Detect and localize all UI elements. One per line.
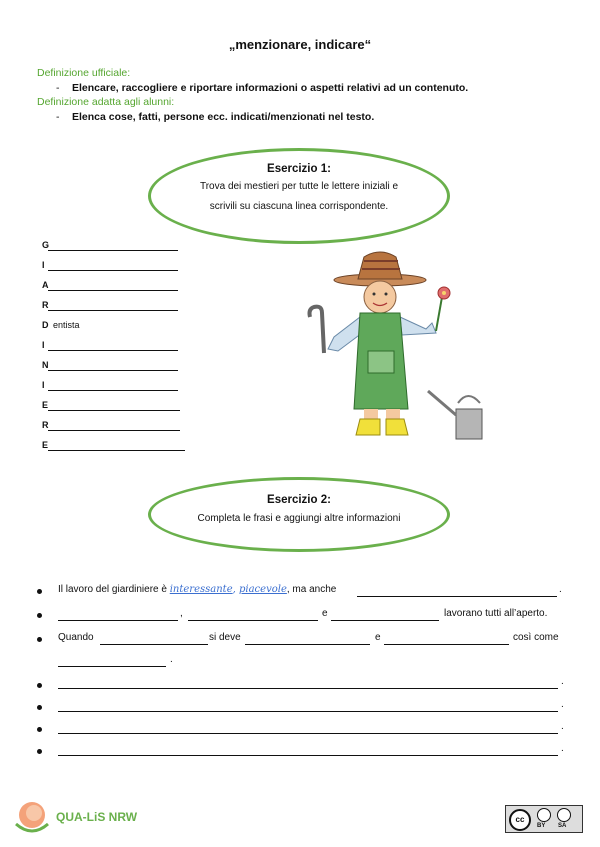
fill-line[interactable] [331,620,439,621]
sentence-2-comma: , [180,608,183,619]
fill-line[interactable] [100,644,208,645]
official-definition-label: Definizione ufficiale: [37,67,131,79]
period: . [170,654,173,665]
bullet [37,613,42,618]
period: . [559,584,562,595]
acrostic-row-i2 [42,340,45,352]
answer-line[interactable] [48,390,178,391]
period: . [561,699,564,710]
exercise1-instruction-line2: scrivili su ciascuna linea corrispondente. [209,201,389,212]
period: . [561,721,564,732]
acrostic-row-a [42,280,49,292]
answer-line[interactable] [48,290,178,291]
sa-share-alike-icon [557,808,571,822]
qualis-logo-text: QUA-LiS NRW [56,810,138,824]
acrostic-letter: R [42,300,49,310]
bullet [37,637,42,642]
bullet [37,705,42,710]
fill-line[interactable] [357,596,557,597]
acrostic-row-i3 [42,380,45,392]
fill-line[interactable] [245,644,370,645]
bullet [37,683,42,688]
acrostic-row-r [42,300,49,312]
sentence-3-si-deve: si deve [209,632,241,643]
exercise1-instruction-line1: Trova dei mestieri per tutte le lettere iniziali e [199,181,399,192]
acrostic-letter: E [42,440,49,450]
pupil-definition-text: Elenca cose, fatti, persone ecc. indicati/menzionati nel testo. [72,111,375,123]
cc-icon: cc [509,809,531,831]
handwritten-comma: , [232,584,236,595]
answer-line[interactable] [48,310,178,311]
dash-1: - [56,82,60,94]
answer-line[interactable] [48,270,178,271]
answer-line[interactable] [48,450,185,451]
handwritten-answer-2: piacevole [239,584,287,595]
exercise2-title: Esercizio 2: [267,494,331,506]
bullet [37,727,42,732]
qualis-logo-icon [12,798,52,836]
answer-line[interactable] [48,370,178,371]
fill-line[interactable] [384,644,509,645]
fill-line[interactable] [58,688,558,689]
fill-line[interactable] [58,755,558,756]
period: . [561,743,564,754]
acrostic-letter: D [42,320,49,330]
acrostic-letter: I [42,340,45,350]
bullet [37,589,42,594]
acrostic-letter: R [42,420,49,430]
sentence-1-middle: , ma anche [286,584,337,595]
exercise2-instruction: Completa le frasi e aggiungi altre informazioni [197,513,401,524]
sentence-3-cosi-come: così come [513,632,559,643]
acrostic-letter: E [42,400,49,410]
fill-line[interactable] [188,620,318,621]
sentence-1 [58,584,336,595]
acrostic-row-i [42,260,45,272]
answer-line[interactable] [48,250,178,251]
page-title: „menzionare, indicare“ [228,37,372,52]
by-person-icon [537,808,551,822]
cc-sa-label: SA [558,823,567,829]
acrostic-row-d [42,320,80,332]
official-definition-text: Elencare, raccogliere e riportare informazioni o aspetti relativi ad un contenuto. [72,82,469,94]
cc-by-label: BY [537,823,546,829]
acrostic-letter: I [42,260,45,270]
acrostic-row-g [42,240,49,252]
acrostic-filled-word: entista [53,320,80,330]
sentence-3-start: Quando [58,632,94,643]
handwritten-answer-1: interessante [169,584,233,595]
fill-line[interactable] [58,733,558,734]
cc-by-sa-badge [505,805,583,833]
exercise1-title: Esercizio 1: [267,163,331,175]
exercise1-ellipse [148,148,450,244]
acrostic-row-e2 [42,440,48,452]
answer-line[interactable] [48,350,178,351]
answer-line[interactable] [48,410,180,411]
fill-line[interactable] [58,711,558,712]
bullet [37,749,42,754]
dash-2: - [56,111,60,123]
sentence-3-e: e [375,632,381,643]
period: . [561,676,564,687]
acrostic-letter: G [42,240,50,250]
acrostic-row-r2 [42,420,49,432]
sentence-2-end: lavorano tutti all’aperto. [444,608,548,619]
sentence-1-start: Il lavoro del giardiniere è [58,584,167,595]
exercise2-ellipse [148,477,450,552]
acrostic-letter: I [42,380,45,390]
acrostic-row-e [42,400,48,412]
acrostic-letter: A [42,280,49,290]
sentence-2-e: e [322,608,328,619]
acrostic-letter: N [42,360,49,370]
fill-line[interactable] [58,620,178,621]
answer-line[interactable] [48,430,180,431]
pupil-definition-label: Definizione adatta agli alunni: [37,96,175,108]
gardener-illustration [298,245,488,440]
fill-line[interactable] [58,666,166,667]
acrostic-row-n [42,360,49,372]
